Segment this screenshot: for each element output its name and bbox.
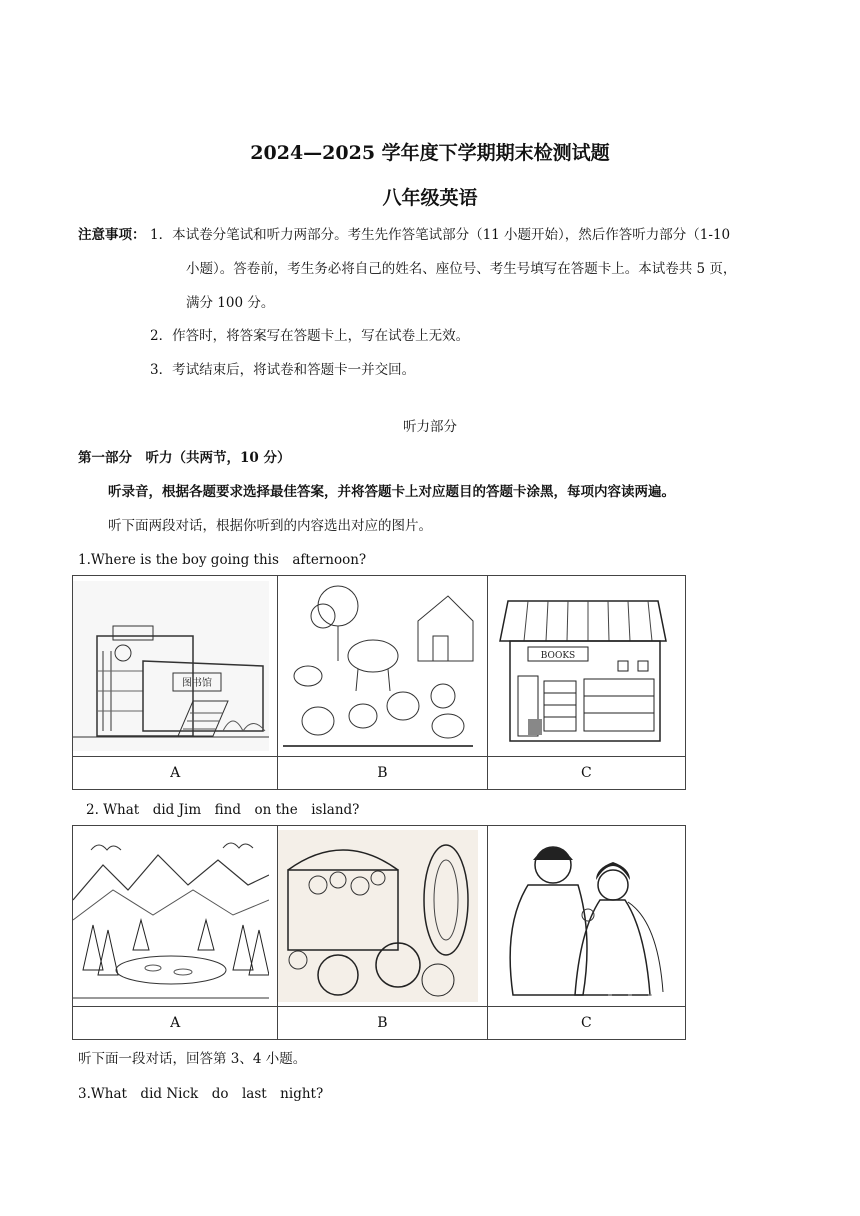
- question-1: 1.Where is the boy going this afternoon?: [78, 552, 367, 568]
- notice-item-1-line-3: 满分 100 分。: [186, 295, 275, 311]
- farm-animals-illustration: [278, 581, 478, 751]
- exam-subtitle: 八年级英语: [382, 187, 478, 209]
- q2-option-b-label: B: [278, 1007, 487, 1040]
- question-1-options: [72, 575, 686, 790]
- q1-option-a-label: A: [73, 757, 278, 790]
- bookshop-sign-text: BOOKS: [540, 651, 575, 661]
- library-sign-text: 图书馆: [182, 678, 212, 689]
- notice-item-2: 2．作答时，将答案写在答题卡上，写在试卷上无效。: [150, 328, 470, 344]
- q2-option-c-image: [487, 826, 685, 1007]
- question-2: 2. What did Jim find on the island?: [86, 802, 360, 818]
- q2-option-a-image: [73, 826, 278, 1007]
- sub-instruction-2: 听下面一段对话，回答第 3、4 小题。: [78, 1051, 307, 1067]
- part-title: 第一部分 听力（共两节，10 分）: [78, 450, 291, 466]
- q1-option-b-image: [278, 576, 487, 757]
- bookshop-illustration: [488, 581, 678, 751]
- notice-item-3: 3．考试结束后，将试卷和答题卡一并交回。: [150, 362, 416, 378]
- forest-lake-illustration: [73, 830, 269, 1002]
- library-illustration: [73, 581, 269, 751]
- notice-item-1-line-1: 1．本试卷分笔试和听力两部分。考生先作答笔试部分（11 小题开始），然后作答听力部分（1-10: [150, 227, 731, 243]
- sub-instruction-1: 听下面两段对话，根据你听到的内容选出对应的图片。: [108, 518, 432, 534]
- notice-label: 注意事项：: [78, 227, 146, 243]
- q2-option-a-label: A: [73, 1007, 278, 1040]
- section-title: 听力部分: [403, 419, 457, 435]
- question-2-options: [72, 825, 686, 1040]
- q1-option-c-label: C: [487, 757, 685, 790]
- treasure-illustration: [278, 830, 478, 1002]
- q1-option-b-label: B: [278, 757, 487, 790]
- notice-item-1-line-2: 小题）。答卷前，考生务必将自己的姓名、座位号、考生号填写在答题卡上。本试卷共 5 页，: [186, 261, 737, 277]
- prince-princess-illustration: [488, 830, 678, 1002]
- instruction: 听录音，根据各题要求选择最佳答案，并将答题卡上对应题目的答题卡涂黑，每项内容读两遍。: [108, 484, 675, 500]
- q1-option-a-image: [73, 576, 278, 757]
- q2-option-b-image: [278, 826, 487, 1007]
- q2-option-c-label: C: [487, 1007, 685, 1040]
- exam-title: 2024—2025 学年度下学期期末检测试题: [250, 142, 610, 164]
- question-3: 3.What did Nick do last night?: [78, 1086, 324, 1102]
- q1-option-c-image: [487, 576, 685, 757]
